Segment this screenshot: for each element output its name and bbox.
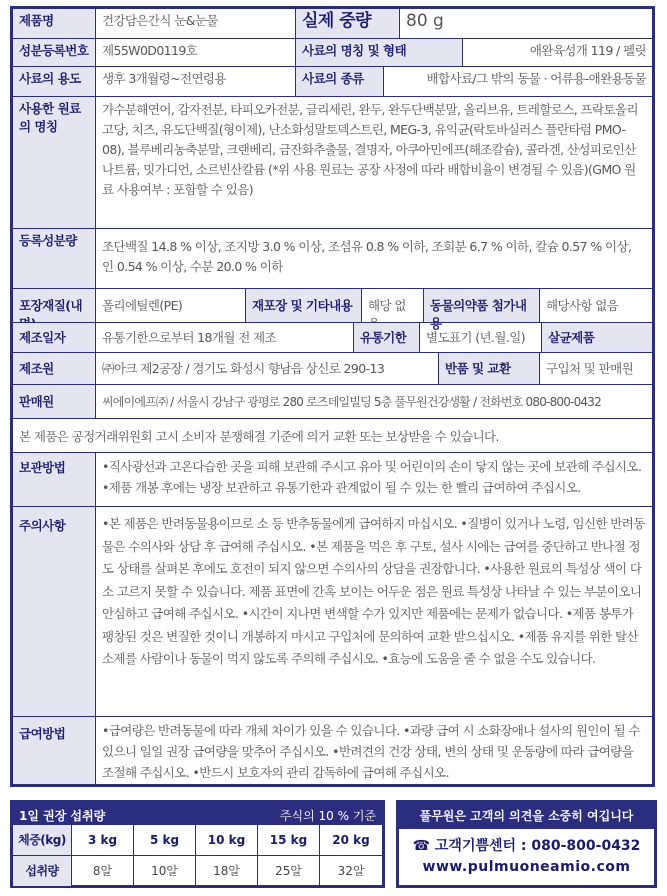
return-value: 구입처 및 판매원 [546, 361, 634, 376]
feed-type-value: 배합사료/그 밖의 동물 · 어류용-애완용동물 [426, 71, 646, 86]
manufacturer-label: 제조원 [13, 353, 96, 384]
row-compensation [13, 419, 652, 453]
ingredients-value: 가수분해연어, 감자전분, 타피오카전분, 글리세린, 완두, 완두단백분말, 올리브유, 트레할로스, 프락토올리고당, 치즈, 유도단백질(형이제), 난소화성말토덱스트린, MEG-3, 유익균(락토바실러스 플란타럼 PMO-08), 블루베리농축분말, 크랜베리, 금잔화추출물, 결명자, 아쿠아민에프(해조칼슘), 콜라겐, 산성피로인산나트륨, 밋가디언, 소르빈산칼륨 (*위 사용 원료는 공장 사정에 따라 배합비율이 변경될 수 있음)(GMO 원료 사용여부 : 포함할 수 있음) [102, 102, 638, 197]
amount-cell: 8알 [72, 856, 134, 886]
feeding-label: 급여방법 [13, 717, 96, 784]
caution-value: •본 제품은 반려동물용이므로 소 등 반추동물에게 급여하지 마십시오. •질병이 있거나 노령, 임신한 반려동물은 수의사와 상담 후 급여해 주십시오. •본 제품을 먹은 후 구토, 설사 시에는 급여를 중단하고 반나절 정도 상태를 살펴본 후에도 호전이 되지 않으면 수의사의 상담을 권장합니다. •사용한 원료의 특성상 색이 다소 고르지 못할 수 있습니다. 제품 표면에 간혹 보이는 어두운 점은 원료 특성상 나타날 수 있는 부분이오니 안심하고 급여해 주십시오. •시간이 지나면 변색할 수가 있지만 제품에는 문제가 없습니다. •제품 봉투가 팽창된 것은 변질한 것이니 개봉하지 마시고 구입처에 문의하여 교환 받으십시오. •제품 유지를 위한 탈산소제를 사람이나 동물이 먹지 않도록 주의해 주십시오. •효능에 도움을 줄 수 없을 수도 있습니다. [102, 516, 645, 666]
ingredients-label: 사용한 원료의 명칭 [13, 97, 96, 228]
weight-cell: 15 kg [258, 825, 320, 855]
storage-value: •직사광선과 고온다습한 곳을 피해 보관해 주시고 유아 및 어린이의 손이 닿지 않는 곳에 보관해 주십시오. •제품 개봉 후에는 냉장 보관하고 유통기한과 관계없이 될 수 있는 한 빨리 급여하여 주십시오. [102, 459, 642, 495]
row-storage [13, 453, 652, 507]
storage-label: 보관방법 [13, 453, 96, 506]
row-ingredients [13, 97, 652, 229]
repackaging-label: 재포장 및 기타내용 [246, 289, 362, 322]
repackaging-value: 해당 없 [362, 289, 424, 322]
feed-use-value: 생후 3개월령~전연령용 [96, 67, 296, 96]
product-name-value: 건강담은간식 눈&눈물 [96, 9, 296, 38]
manufacturer-value: ㈜아크 제2공장 / 경기도 화성시 향남읍 상신로 290-13 [96, 353, 439, 384]
feeding-value: •급여량은 반려동물에 따라 개체 차이가 있을 수 있습니다. •과량 급여 시 소화장애나 설사의 원인이 될 수 있으니 일일 권장 급여량을 맞추어 주십시오. •반려견의 건강 상태, 변의 상태 및 운동량에 따라 급여량을 조절해 주십시오. •반드시 보호자의 관리 감독하에 급여해 주십시오. [102, 723, 640, 780]
vet-drugs-value: 해당사항 없음 [546, 298, 619, 313]
return-label: 반품 및 교환 [439, 353, 540, 384]
expiry-label: 유통기한 [354, 323, 420, 352]
amount-cell: 32알 [337, 864, 365, 878]
weight-cell: 3 kg [72, 825, 134, 855]
amount-cell: 18알 [196, 856, 258, 886]
compensation-note: 본 제품은 공정거래위원회 고시 소비자 분쟁해결 기준에 의거 교환 또는 보상받을 수 있습니다. [19, 429, 499, 444]
daily-intake-table [10, 800, 385, 888]
expiry-value: 별도표기 (년.월.일) [420, 323, 542, 352]
components-label: 등록성분량 [13, 229, 96, 288]
manufacture-value: 유통기한으로부터 18개월 전 제조 [96, 323, 354, 352]
amount-row-label: 섭취량 [13, 856, 72, 886]
packaging-label: 포장재질(내 [13, 289, 96, 322]
manufacture-label: 제조일자 [13, 323, 96, 352]
customer-box [396, 800, 657, 888]
registration-label: 성분등록번호 [13, 39, 96, 66]
daily-intake-note: 주식의 10 % 기준 [279, 809, 376, 823]
feed-name-label: 사료의 명칭 및 형태 [296, 39, 463, 66]
distributor-label: 판매원 [13, 385, 96, 418]
net-weight-label: 실제 중량 [296, 9, 400, 38]
weight-row-label: 체중(kg) [13, 825, 72, 855]
daily-intake-header [13, 803, 382, 825]
feed-type-label: 사료의 종류 [296, 67, 384, 96]
weight-cell: 10 kg [196, 825, 258, 855]
row-manufacturer [13, 353, 652, 385]
product-name-label: 제품명 [13, 9, 96, 38]
amount-row [13, 856, 382, 886]
weight-row [13, 825, 382, 856]
row-feeding [13, 717, 652, 784]
customer-phone: 고객기쁨센터 : 080-800-0432 [434, 838, 641, 854]
sterilized-label: 살균제품 [542, 323, 652, 352]
caution-label: 주의사항 [13, 507, 96, 716]
weight-cell: 20 kg [332, 833, 370, 847]
row-product-name [13, 9, 652, 39]
amount-cell: 10알 [134, 856, 196, 886]
row-components [13, 229, 652, 289]
row-registration [13, 39, 652, 67]
customer-slogan: 풀무원은 고객의 의견을 소중히 여깁니다 [399, 803, 654, 829]
daily-intake-title: 1일 권장 섭취량 [19, 809, 106, 823]
amount-cell: 25알 [258, 856, 320, 886]
feed-name-value: 애완육성개 119 / 펠릿 [529, 43, 646, 58]
components-value: 조단백질 14.8 % 이상, 조지방 3.0 % 이상, 조섬유 0.8 % 이하, 조회분 6.7 % 이하, 칼슘 0.57 % 이상, 인 0.54 % 이상, 수분 20.0 % 이하 [102, 239, 632, 274]
row-caution [13, 507, 652, 717]
phone-icon: ☎ [412, 838, 431, 854]
customer-phone-row [399, 835, 654, 855]
net-weight-value: 80 g [406, 11, 444, 31]
label-table [10, 6, 655, 787]
weight-cell: 5 kg [134, 825, 196, 855]
distributor-value: 씨에이에프㈜ / 서울시 강남구 광평로 280 로즈데일빌딩 5층 풀무원건강생활 / 전화번호 080-800-0432 [102, 395, 601, 409]
registration-value: 제55W0D0119호 [96, 39, 296, 66]
packaging-value: 폴리에틸렌(PE) [96, 289, 246, 322]
vet-drugs-label: 동물의약품 첨가내용 [424, 289, 540, 322]
customer-website: www.pulmuoneamio.com [422, 859, 631, 875]
row-feed-use [13, 67, 652, 97]
row-distributor [13, 385, 652, 419]
row-manufacture [13, 323, 652, 353]
row-packaging [13, 289, 652, 331]
feed-use-label: 사료의 용도 [13, 67, 96, 96]
